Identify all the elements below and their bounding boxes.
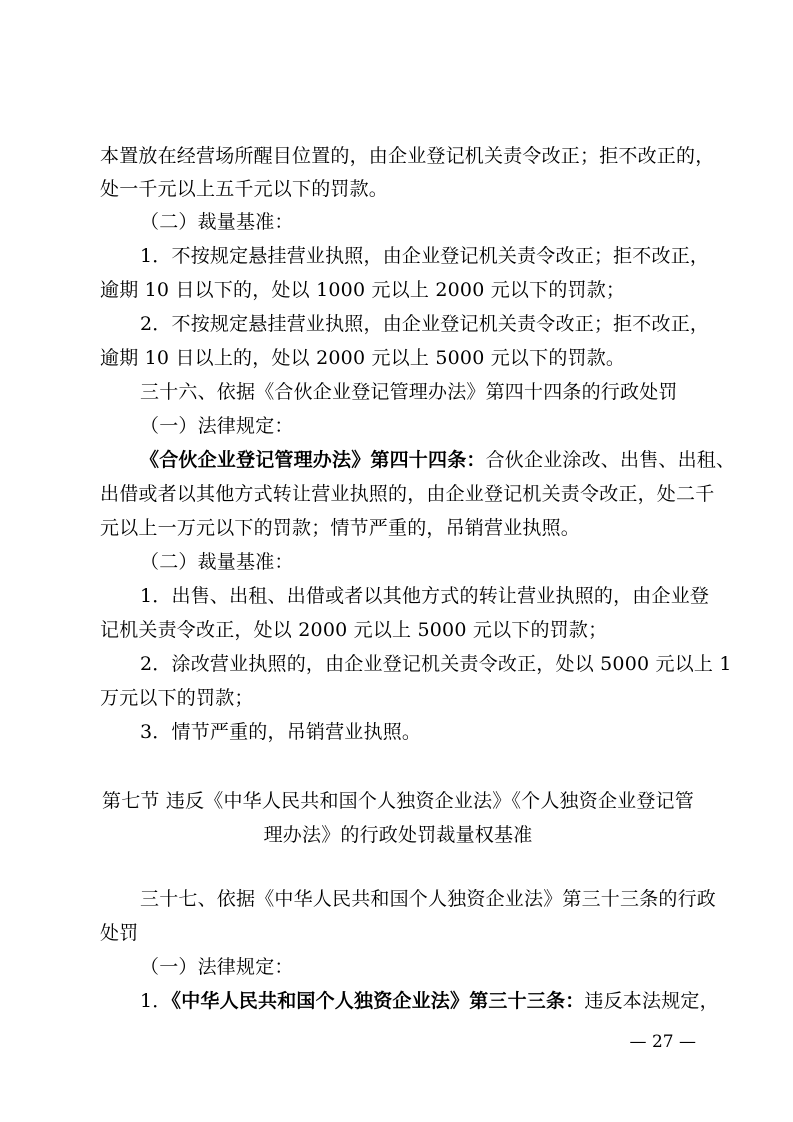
subheading: （一）法律规定： [140,415,294,437]
subheading: （二）裁量基准： [140,551,294,573]
section-title-line: 第七节 违反《中华人民共和国个人独资企业法》《个人独资企业登记管 [102,790,694,812]
article-heading: 处罚 [100,922,139,944]
paragraph-text: 违反本法规定， [584,990,719,1012]
subheading: （一）法律规定： [140,956,294,978]
paragraph-line: 逾期 10 日以上的，处以 2000 元以上 5000 元以下的罚款。 [100,347,626,369]
paragraph-line: 3．情节严重的，吊销营业执照。 [140,721,422,743]
paragraph-line: 2．涂改营业执照的，由企业登记机关责令改正，处以 5000 元以上 1 [140,653,732,675]
paragraph-line: 2．不按规定悬挂营业执照，由企业登记机关责令改正；拒不改正， [140,313,710,335]
page-number: — 27 — [629,1032,696,1052]
law-citation: 《合伙企业登记管理办法》第四十四条： [140,449,486,471]
paragraph-line: 处一千元以上五千元以下的罚款。 [100,178,389,200]
section-title-line: 理办法》的行政处罚裁量权基准 [263,824,533,846]
paragraph-line: 万元以下的罚款； [100,687,254,709]
item-number: 1． [140,990,172,1012]
article-heading: 三十七、依据《中华人民共和国个人独资企业法》第三十三条的行政 [140,888,717,910]
paragraph-line: 逾期 10 日以下的，处以 1000 元以上 2000 元以下的罚款； [100,279,626,301]
paragraph-text: 合伙企业涂改、出售、出租、 [485,449,736,471]
subheading: （二）裁量基准： [140,211,294,233]
paragraph-line [140,445,736,475]
paragraph-line: 1．不按规定悬挂营业执照，由企业登记机关责令改正；拒不改正， [140,245,710,267]
paragraph-line: 出借或者以其他方式转让营业执照的，由企业登记机关责令改正，处二千 [100,483,715,505]
paragraph-line: 本置放在经营场所醒目位置的，由企业登记机关责令改正；拒不改正的， [100,145,715,167]
article-heading: 三十六、依据《合伙企业登记管理办法》第四十四条的行政处罚 [140,381,678,403]
law-citation: 《中华人民共和国个人独资企业法》第三十三条： [171,990,585,1012]
paragraph-line: 记机关责令改正，处以 2000 元以上 5000 元以下的罚款； [100,619,608,641]
paragraph-line: 元以上一万元以下的罚款；情节严重的，吊销营业执照。 [100,517,581,539]
paragraph-line [140,986,719,1016]
paragraph-line: 1．出售、出租、出借或者以其他方式的转让营业执照的，由企业登 [140,585,710,607]
